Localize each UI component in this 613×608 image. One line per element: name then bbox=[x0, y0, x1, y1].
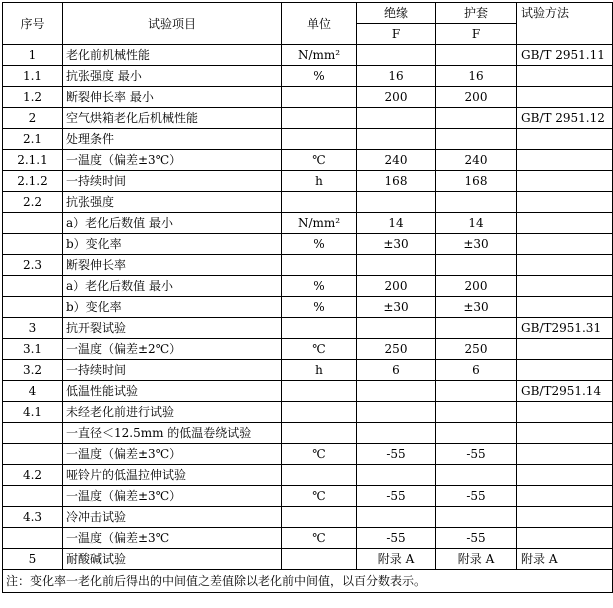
cell-sheath: 240 bbox=[436, 150, 517, 171]
cell-sheath: 14 bbox=[436, 213, 517, 234]
cell-sheath: 200 bbox=[436, 276, 517, 297]
cell-unit bbox=[282, 318, 357, 339]
cell-insulation bbox=[357, 45, 436, 66]
header-sheath: 护套 bbox=[436, 3, 517, 24]
table-row bbox=[3, 360, 613, 381]
cell-unit: % bbox=[282, 234, 357, 255]
cell-sheath bbox=[436, 192, 517, 213]
cell-unit: N/mm² bbox=[282, 45, 357, 66]
table-row bbox=[3, 45, 613, 66]
cell-unit: N/mm² bbox=[282, 213, 357, 234]
cell-sheath: -55 bbox=[436, 444, 517, 465]
cell-seq: 4.2 bbox=[3, 465, 63, 486]
cell-unit bbox=[282, 255, 357, 276]
cell-item: 断裂伸长率 最小 bbox=[63, 87, 282, 108]
cell-item: 一温度（偏差±2℃） bbox=[63, 339, 282, 360]
header-method: 试验方法 bbox=[517, 3, 613, 45]
cell-insulation: -55 bbox=[357, 486, 436, 507]
cell-seq bbox=[3, 486, 63, 507]
cell-unit: % bbox=[282, 276, 357, 297]
table-row bbox=[3, 150, 613, 171]
cell-unit: % bbox=[282, 297, 357, 318]
table-row bbox=[3, 444, 613, 465]
cell-sheath bbox=[436, 465, 517, 486]
cell-seq: 5 bbox=[3, 549, 63, 570]
cell-sheath: ±30 bbox=[436, 234, 517, 255]
cell-seq bbox=[3, 234, 63, 255]
cell-seq: 2.1.2 bbox=[3, 171, 63, 192]
cell-sheath: 6 bbox=[436, 360, 517, 381]
cell-insulation bbox=[357, 108, 436, 129]
cell-seq: 4.1 bbox=[3, 402, 63, 423]
cell-sheath bbox=[436, 108, 517, 129]
table-header bbox=[3, 3, 613, 45]
cell-item: 断裂伸长率 bbox=[63, 255, 282, 276]
cell-seq: 1 bbox=[3, 45, 63, 66]
table-row bbox=[3, 549, 613, 570]
table-row bbox=[3, 465, 613, 486]
table-row bbox=[3, 234, 613, 255]
cell-sheath bbox=[436, 507, 517, 528]
cell-unit: ℃ bbox=[282, 150, 357, 171]
cell-insulation bbox=[357, 507, 436, 528]
table-row bbox=[3, 66, 613, 87]
cell-unit: ℃ bbox=[282, 528, 357, 549]
cell-seq: 2.3 bbox=[3, 255, 63, 276]
table-row bbox=[3, 486, 613, 507]
cell-insulation: ±30 bbox=[357, 297, 436, 318]
cell-method bbox=[517, 276, 613, 297]
cell-unit: h bbox=[282, 171, 357, 192]
cell-method bbox=[517, 213, 613, 234]
cell-method bbox=[517, 255, 613, 276]
cell-item: 一直径＜12.5mm 的低温卷绕试验 bbox=[63, 423, 282, 444]
cell-item: 一温度（偏差±3℃ bbox=[63, 528, 282, 549]
cell-sheath: ±30 bbox=[436, 297, 517, 318]
table-row bbox=[3, 87, 613, 108]
cell-method bbox=[517, 87, 613, 108]
cell-method: GB/T2951.31 bbox=[517, 318, 613, 339]
cell-item: 未经老化前进行试验 bbox=[63, 402, 282, 423]
cell-seq: 1.1 bbox=[3, 66, 63, 87]
cell-method bbox=[517, 192, 613, 213]
cell-seq: 2 bbox=[3, 108, 63, 129]
cell-item: 抗张强度 最小 bbox=[63, 66, 282, 87]
table-row bbox=[3, 507, 613, 528]
cell-unit bbox=[282, 192, 357, 213]
cell-insulation bbox=[357, 423, 436, 444]
cell-unit bbox=[282, 423, 357, 444]
cell-seq: 3.1 bbox=[3, 339, 63, 360]
cell-item: 抗张强度 bbox=[63, 192, 282, 213]
cell-item: 一温度（偏差±3℃） bbox=[63, 486, 282, 507]
cell-item: 耐酸碱试验 bbox=[63, 549, 282, 570]
cell-method bbox=[517, 360, 613, 381]
cell-sheath bbox=[436, 45, 517, 66]
header-seq: 序号 bbox=[3, 3, 63, 45]
cell-unit: % bbox=[282, 66, 357, 87]
cell-seq bbox=[3, 276, 63, 297]
header-item: 试验项目 bbox=[63, 3, 282, 45]
cell-item: 老化前机械性能 bbox=[63, 45, 282, 66]
table-row bbox=[3, 255, 613, 276]
cell-unit bbox=[282, 507, 357, 528]
table-row bbox=[3, 192, 613, 213]
cell-unit bbox=[282, 465, 357, 486]
cell-sheath: 附录 A bbox=[436, 549, 517, 570]
cell-seq bbox=[3, 444, 63, 465]
cell-seq: 4.3 bbox=[3, 507, 63, 528]
cell-method bbox=[517, 297, 613, 318]
cell-method bbox=[517, 423, 613, 444]
cell-item: 一温度（偏差±3℃） bbox=[63, 444, 282, 465]
cell-insulation: 16 bbox=[357, 66, 436, 87]
cell-seq: 2.1 bbox=[3, 129, 63, 150]
cell-item: 一持续时间 bbox=[63, 171, 282, 192]
cell-seq bbox=[3, 213, 63, 234]
cell-insulation: -55 bbox=[357, 444, 436, 465]
table-row bbox=[3, 528, 613, 549]
cell-method: GB/T 2951.11 bbox=[517, 45, 613, 66]
cell-method bbox=[517, 444, 613, 465]
cell-seq bbox=[3, 423, 63, 444]
cell-item: a）老化后数值 最小 bbox=[63, 276, 282, 297]
cell-unit bbox=[282, 402, 357, 423]
cell-insulation bbox=[357, 381, 436, 402]
cell-seq: 2.2 bbox=[3, 192, 63, 213]
cell-insulation bbox=[357, 192, 436, 213]
cell-item: b）变化率 bbox=[63, 297, 282, 318]
cell-insulation: 6 bbox=[357, 360, 436, 381]
test-spec-table bbox=[2, 2, 613, 593]
table-row bbox=[3, 213, 613, 234]
cell-unit bbox=[282, 381, 357, 402]
cell-sheath bbox=[436, 318, 517, 339]
cell-sheath: -55 bbox=[436, 486, 517, 507]
cell-method bbox=[517, 129, 613, 150]
cell-seq: 3 bbox=[3, 318, 63, 339]
cell-item: 冷冲击试验 bbox=[63, 507, 282, 528]
cell-sheath bbox=[436, 423, 517, 444]
header-insulation: 绝缘 bbox=[357, 3, 436, 24]
cell-method bbox=[517, 66, 613, 87]
cell-unit bbox=[282, 129, 357, 150]
cell-sheath bbox=[436, 402, 517, 423]
cell-insulation: 240 bbox=[357, 150, 436, 171]
cell-method: GB/T 2951.12 bbox=[517, 108, 613, 129]
cell-unit: ℃ bbox=[282, 339, 357, 360]
table-row bbox=[3, 171, 613, 192]
cell-method bbox=[517, 528, 613, 549]
table-row bbox=[3, 339, 613, 360]
cell-sheath: 250 bbox=[436, 339, 517, 360]
cell-method: GB/T2951.14 bbox=[517, 381, 613, 402]
cell-item: 一温度（偏差±3℃） bbox=[63, 150, 282, 171]
cell-method bbox=[517, 486, 613, 507]
cell-insulation: 250 bbox=[357, 339, 436, 360]
header-insulation-sub: F bbox=[357, 24, 436, 45]
table-row bbox=[3, 381, 613, 402]
cell-seq: 3.2 bbox=[3, 360, 63, 381]
cell-method: 附录 A bbox=[517, 549, 613, 570]
table-row bbox=[3, 108, 613, 129]
cell-unit: ℃ bbox=[282, 444, 357, 465]
cell-sheath bbox=[436, 129, 517, 150]
cell-insulation: ±30 bbox=[357, 234, 436, 255]
cell-sheath bbox=[436, 381, 517, 402]
cell-unit bbox=[282, 87, 357, 108]
cell-unit bbox=[282, 108, 357, 129]
cell-insulation bbox=[357, 402, 436, 423]
cell-sheath: 16 bbox=[436, 66, 517, 87]
cell-item: 抗开裂试验 bbox=[63, 318, 282, 339]
cell-insulation bbox=[357, 255, 436, 276]
cell-method bbox=[517, 171, 613, 192]
table-row bbox=[3, 276, 613, 297]
cell-sheath: 168 bbox=[436, 171, 517, 192]
cell-item: 处理条件 bbox=[63, 129, 282, 150]
cell-item: 哑铃片的低温拉伸试验 bbox=[63, 465, 282, 486]
cell-unit: ℃ bbox=[282, 486, 357, 507]
cell-item: 空气烘箱老化后机械性能 bbox=[63, 108, 282, 129]
table-row bbox=[3, 129, 613, 150]
table-row bbox=[3, 297, 613, 318]
cell-method bbox=[517, 507, 613, 528]
cell-insulation: 附录 A bbox=[357, 549, 436, 570]
cell-method bbox=[517, 150, 613, 171]
cell-seq bbox=[3, 528, 63, 549]
header-sheath-sub: F bbox=[436, 24, 517, 45]
cell-seq: 4 bbox=[3, 381, 63, 402]
table-row bbox=[3, 423, 613, 444]
cell-seq: 2.1.1 bbox=[3, 150, 63, 171]
cell-method bbox=[517, 465, 613, 486]
cell-method bbox=[517, 339, 613, 360]
cell-insulation bbox=[357, 465, 436, 486]
cell-insulation: -55 bbox=[357, 528, 436, 549]
cell-unit: h bbox=[282, 360, 357, 381]
cell-unit bbox=[282, 549, 357, 570]
cell-item: 低温性能试验 bbox=[63, 381, 282, 402]
cell-sheath: -55 bbox=[436, 528, 517, 549]
cell-insulation: 200 bbox=[357, 276, 436, 297]
cell-insulation: 14 bbox=[357, 213, 436, 234]
cell-item: 一持续时间 bbox=[63, 360, 282, 381]
cell-insulation bbox=[357, 318, 436, 339]
table-row bbox=[3, 402, 613, 423]
cell-item: a）老化后数值 最小 bbox=[63, 213, 282, 234]
cell-method bbox=[517, 402, 613, 423]
cell-seq: 1.2 bbox=[3, 87, 63, 108]
table-row bbox=[3, 318, 613, 339]
cell-insulation: 168 bbox=[357, 171, 436, 192]
header-unit: 单位 bbox=[282, 3, 357, 45]
cell-sheath: 200 bbox=[436, 87, 517, 108]
table-note: 注：变化率一老化前后得出的中间值之差值除以老化前中间值，以百分数表示。 bbox=[3, 570, 613, 593]
table-body bbox=[3, 45, 613, 570]
cell-insulation: 200 bbox=[357, 87, 436, 108]
cell-seq bbox=[3, 297, 63, 318]
cell-method bbox=[517, 234, 613, 255]
cell-insulation bbox=[357, 129, 436, 150]
cell-item: b）变化率 bbox=[63, 234, 282, 255]
cell-sheath bbox=[436, 255, 517, 276]
